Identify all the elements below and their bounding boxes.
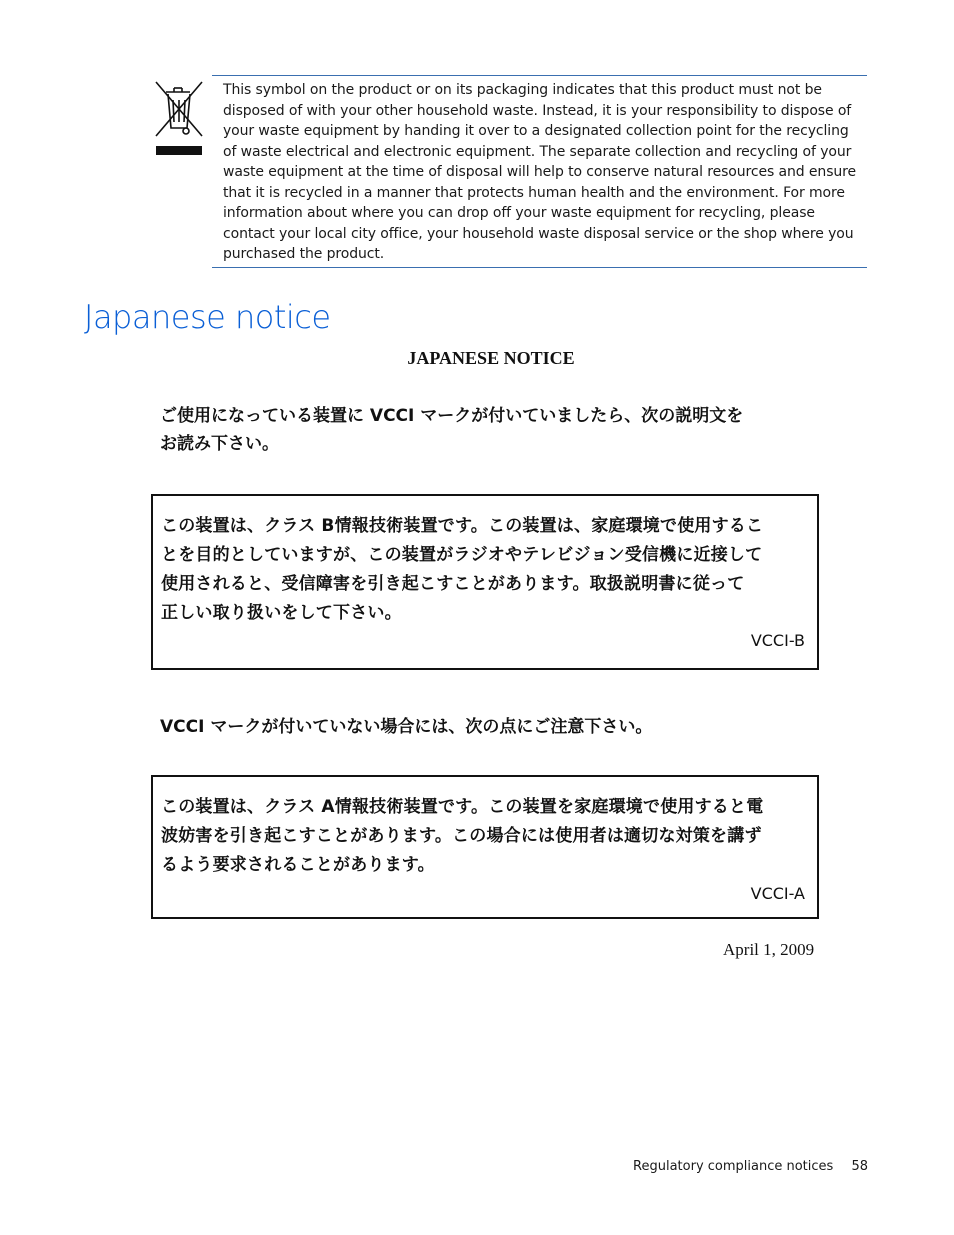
vcci-a-text xyxy=(161,793,817,880)
no-vcci-mark-text: VCCI マークが付いていない場合には、次の点にご注意下さい。 xyxy=(160,717,653,737)
top-rule xyxy=(212,75,867,76)
intro-line: お読み下さい。 xyxy=(160,434,279,454)
notice-heading: JAPANESE NOTICE xyxy=(407,348,575,368)
notice-date: April 1, 2009 xyxy=(723,940,815,959)
intro-line: ご使用になっている装置に VCCI マークが付いていましたら、次の説明文を xyxy=(160,406,744,426)
weee-notice xyxy=(152,74,867,268)
box-line: この装置は、クラス B情報技術装置です。この装置は、家庭環境で使用するこ xyxy=(161,516,764,536)
box-line: 波妨害を引き起こすことがあります。この場合には使用者は適切な対策を講ず xyxy=(161,826,762,846)
box-line: 正しい取り扱いをして下さい。 xyxy=(161,603,402,623)
notice-intro xyxy=(160,402,820,458)
vcci-b-box xyxy=(151,494,819,670)
box-line: 使用されると、受信障害を引き起こすことがあります。取扱説明書に従って xyxy=(161,574,745,594)
vcci-a-code: VCCI-A xyxy=(750,884,805,903)
page-footer xyxy=(633,1159,868,1174)
crossed-out-wheelie-bin-icon xyxy=(152,78,206,158)
vcci-a-box xyxy=(151,775,819,919)
box-line: この装置は、クラス A情報技術装置です。この装置を家庭環境で使用すると電 xyxy=(161,797,764,817)
weee-text: This symbol on the product or on its packaging indicates that this product must not be disposed of with your other household waste. Instead, it is your responsibility to dispose of your waste equipment by handing it over to a designated collection point for the recycling of waste electrical and electronic equipment. The separate collection and recycling of your waste equipment at the time of disposal will help to conserve natural resources and ensure that it is recycled in a manner that protects human health and the environment. For more information about where you can drop off your waste equipment for recycling, please contact your local city office, your household waste disposal service or the shop where you purchased the product. xyxy=(223,82,857,262)
box-line: るよう要求されることがあります。 xyxy=(161,855,435,875)
footer-section-name: Regulatory compliance notices xyxy=(633,1159,834,1174)
bottom-rule xyxy=(212,267,867,268)
box-line: とを目的としていますが、この装置がラジオやテレビジョン受信機に近接して xyxy=(161,545,763,565)
vcci-b-code: VCCI-B xyxy=(750,631,805,650)
section-title: Japanese notice xyxy=(84,298,331,336)
page-number: 58 xyxy=(851,1159,868,1174)
vcci-b-text xyxy=(161,512,817,628)
